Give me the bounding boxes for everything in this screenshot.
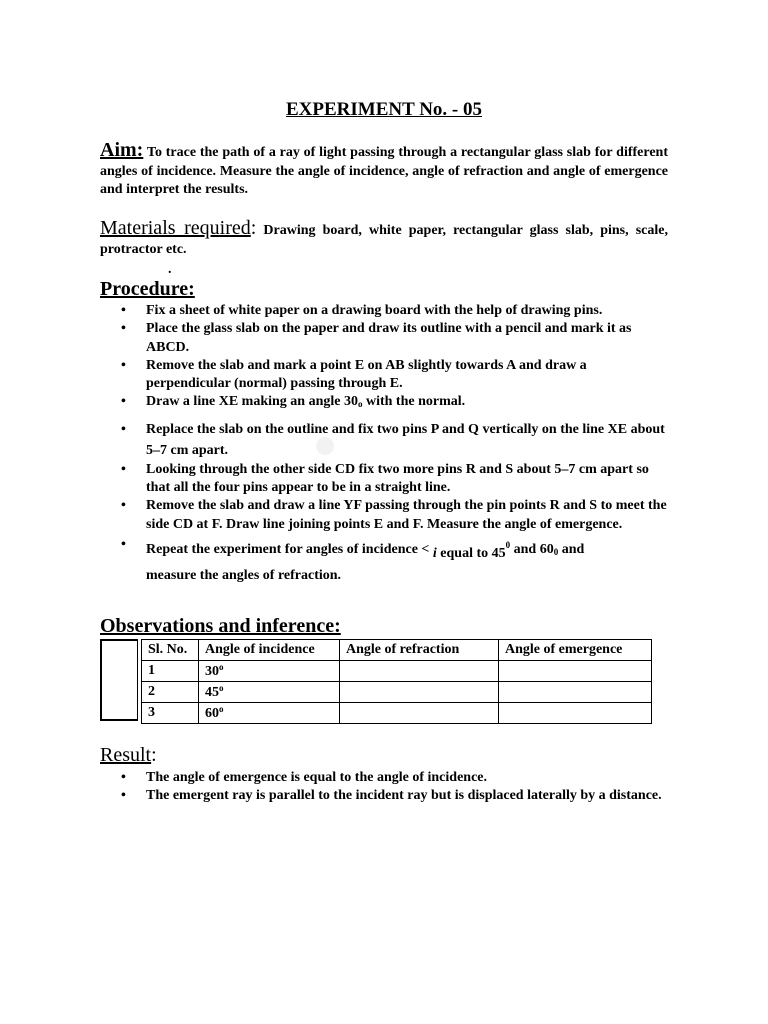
- table-cell: 3: [142, 703, 199, 724]
- list-item: [100, 534, 670, 587]
- column-header: Angle of incidence: [199, 640, 340, 661]
- list-item: • Replace the slab on the outline and fix two pins P and Q vertically on the line XE about 5–7 cm apart.: [100, 419, 670, 461]
- table-cell: [199, 703, 340, 724]
- item-text: measure the angles of refraction.: [146, 567, 342, 583]
- materials-heading: Materials required: [100, 217, 251, 239]
- list-item: • Looking through the other side CD fix two more pins R and S about 5–7 cm apart so that all the four pins appear to be in a straight line.: [100, 461, 670, 498]
- observations-table: [141, 639, 652, 724]
- aim-heading: Aim:: [100, 139, 144, 161]
- list-item: • Remove the slab and draw a line YF passing through the pin points R and S to meet the side CD at F. Draw line joining points E and F. Measure the angle of emergence.: [100, 497, 670, 534]
- column-header: Angle of refraction: [340, 640, 499, 661]
- result-heading: Result: [100, 744, 152, 766]
- item-text: and: [558, 541, 585, 557]
- degree-sign: o: [219, 704, 224, 714]
- table-side-box: [100, 639, 138, 721]
- materials-paragraph: [100, 219, 668, 259]
- item-text: and 60: [510, 541, 554, 557]
- table-cell: [499, 703, 652, 724]
- stray-dot: .: [168, 262, 172, 277]
- table-cell: 1: [142, 661, 199, 682]
- list-item: • The angle of emergence is equal to the angle of incidence.: [100, 769, 670, 787]
- result-list: [100, 769, 670, 806]
- column-header: Angle of emergence: [499, 640, 652, 661]
- item-text: equal to 45: [436, 545, 506, 561]
- table-row: [142, 703, 652, 724]
- result-heading-line: [100, 744, 157, 767]
- table-header-row: [142, 640, 652, 661]
- table-row: [142, 661, 652, 682]
- degree-sign: 0: [505, 539, 511, 550]
- list-item: • Remove the slab and mark a point E on AB slightly towards A and draw a perpendicular (normal) passing through E.: [100, 357, 670, 394]
- table-cell: [340, 682, 499, 703]
- table-row: [142, 682, 652, 703]
- symbol-i: i: [432, 545, 437, 561]
- table-cell: [199, 661, 340, 682]
- faint-mark: [316, 437, 334, 455]
- list-item: [100, 393, 670, 413]
- materials-colon: :: [250, 217, 257, 239]
- list-item: • Place the glass slab on the paper and draw its outline with a pencil and mark it as ABCD.: [100, 320, 670, 357]
- angle-value: 30: [205, 664, 219, 679]
- aim-text: To trace the path of a ray of light passing through a rectangular glass slab for different angles of incidence. Measure the angle of incidence, angle of refraction and angle of emergence and interpret the results.: [100, 145, 669, 197]
- table-cell: [499, 682, 652, 703]
- angle-value: 45: [205, 685, 219, 700]
- observations-heading: Observations and inference:: [100, 615, 341, 637]
- list-item: • The emergent ray is parallel to the incident ray but is displaced laterally by a distance.: [100, 787, 670, 805]
- page-title: EXPERIMENT No. - 05: [286, 99, 482, 120]
- table-cell: [199, 682, 340, 703]
- table-cell: [499, 661, 652, 682]
- angle-value: 60: [205, 706, 219, 721]
- aim-paragraph: [100, 141, 668, 200]
- procedure-list: [100, 302, 670, 587]
- degree-sign: o: [219, 662, 224, 672]
- list-item: • Fix a sheet of white paper on a drawing board with the help of drawing pins.: [100, 302, 670, 320]
- table-cell: [340, 661, 499, 682]
- item-text: with the normal.: [362, 394, 466, 410]
- materials-text: Drawing board, white paper, rectangular glass slab, pins, scale, protractor etc.: [100, 223, 668, 257]
- result-colon: :: [151, 744, 157, 766]
- procedure-heading: Procedure:: [100, 278, 195, 300]
- degree-sign: o: [219, 683, 224, 693]
- column-header: Sl. No.: [142, 640, 199, 661]
- item-text: Repeat the experiment for angles of incidence <: [146, 541, 433, 557]
- degree-sign: o: [357, 399, 363, 410]
- table-cell: 2: [142, 682, 199, 703]
- item-text: Draw a line XE making an angle 30: [146, 394, 358, 410]
- degree-sign: 0: [553, 546, 559, 557]
- table-cell: [340, 703, 499, 724]
